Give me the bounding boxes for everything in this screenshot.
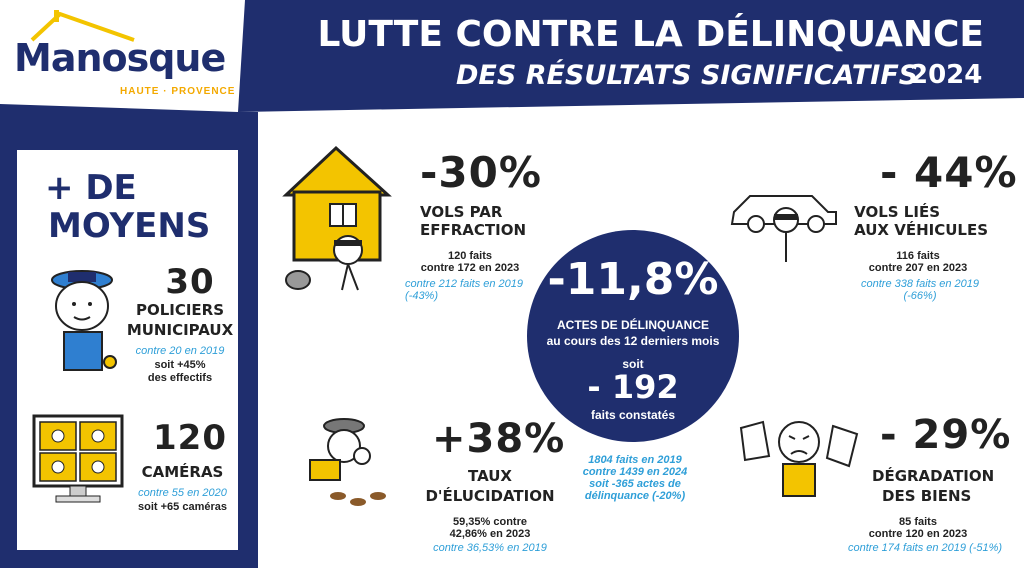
elucidation-percent: +38% [432,416,566,462]
cameras-compare: contre 55 en 2020 [138,487,227,499]
damage-label-line1: DÉGRADATION [872,467,995,485]
police-note-line2: des effectifs [147,372,213,384]
burglary-compare-line1: contre 212 faits en 2019 [405,278,524,290]
header-title: LUTTE CONTRE LA DÉLINQUANCE [317,14,984,55]
vehicles-percent: - 44% [880,148,1018,197]
damage-label-line2: DES BIENS [882,487,972,505]
vehicles-label-line2: AUX VÉHICULES [854,221,988,239]
center-below-line1: 1804 faits en 2019 [588,454,682,466]
camera-monitor-illustration [30,408,130,508]
police-label-line1: POLICIERS [135,301,225,319]
house-burglar-illustration [276,140,396,300]
damage-person-illustration [735,408,865,508]
cameras-label: CAMÉRAS [141,463,224,481]
header-subtitle: DES RÉSULTATS SIGNIFICATIFS [456,60,919,91]
damage-compare: contre 174 faits en 2019 (-51%) [848,542,1003,554]
center-below-line4: délinquance (-20%) [584,490,686,502]
sidebar-title-line2: MOYENS [48,206,211,246]
burglary-compare-line2: (-43%) [405,290,439,302]
center-count-label: faits constatés [590,408,676,422]
burglary-detail-line2: contre 172 en 2023 [420,262,520,274]
burglary-percent: -30% [420,148,542,197]
elucidation-detail-line1: 59,35% contre [453,516,527,528]
center-sub: au cours des 12 derniers mois [546,334,720,348]
center-count: - 192 [587,368,679,406]
cameras-number: 120 [153,418,227,458]
cameras-note: soit +65 caméras [138,501,227,513]
damage-detail-line1: 85 faits [899,516,937,528]
police-officer-illustration [38,262,128,382]
elucidation-compare: contre 36,53% en 2019 [433,542,547,554]
police-compare: contre 20 en 2019 [135,345,225,357]
logo [0,0,240,110]
damage-detail-line2: contre 120 en 2023 [868,528,968,540]
vehicles-detail-line1: 116 faits [896,250,940,262]
car-thief-illustration [728,172,844,272]
vehicles-detail-line2: contre 207 en 2023 [868,262,968,274]
police-label-line2: MUNICIPAUX [126,321,234,339]
elucidation-label-line2: D'ÉLUCIDATION [425,487,555,505]
police-number: 30 [165,262,215,302]
center-percent: -11,8% [547,254,719,305]
burglary-detail-line1: 120 faits [447,250,493,262]
damage-percent: - 29% [880,412,1012,458]
center-below-line3: soit -365 actes de [589,478,681,490]
logo-name: Manosque [14,36,226,80]
burglary-label-line1: VOLS PAR [420,203,503,221]
vehicles-compare-line1: contre 338 faits en 2019 [860,278,980,290]
elucidation-detail-line2: 42,86% en 2023 [449,528,531,540]
detective-illustration [290,412,400,512]
logo-subtitle: HAUTE · PROVENCE [120,86,236,97]
center-below-line2: contre 1439 en 2024 [582,466,688,478]
burglary-label-line2: EFFRACTION [420,221,527,239]
header-year: 2024 [910,60,983,90]
vehicles-compare-line2: (-66%) [903,290,937,302]
police-note-line1: soit +45% [154,359,206,371]
center-soit: soit [622,357,644,371]
vehicles-label-line1: VOLS LIÉS [854,203,940,221]
sidebar-title-line1: + DE [45,168,137,208]
elucidation-label-line1: TAUX [468,467,512,485]
center-label: ACTES DE DÉLINQUANCE [556,318,709,332]
